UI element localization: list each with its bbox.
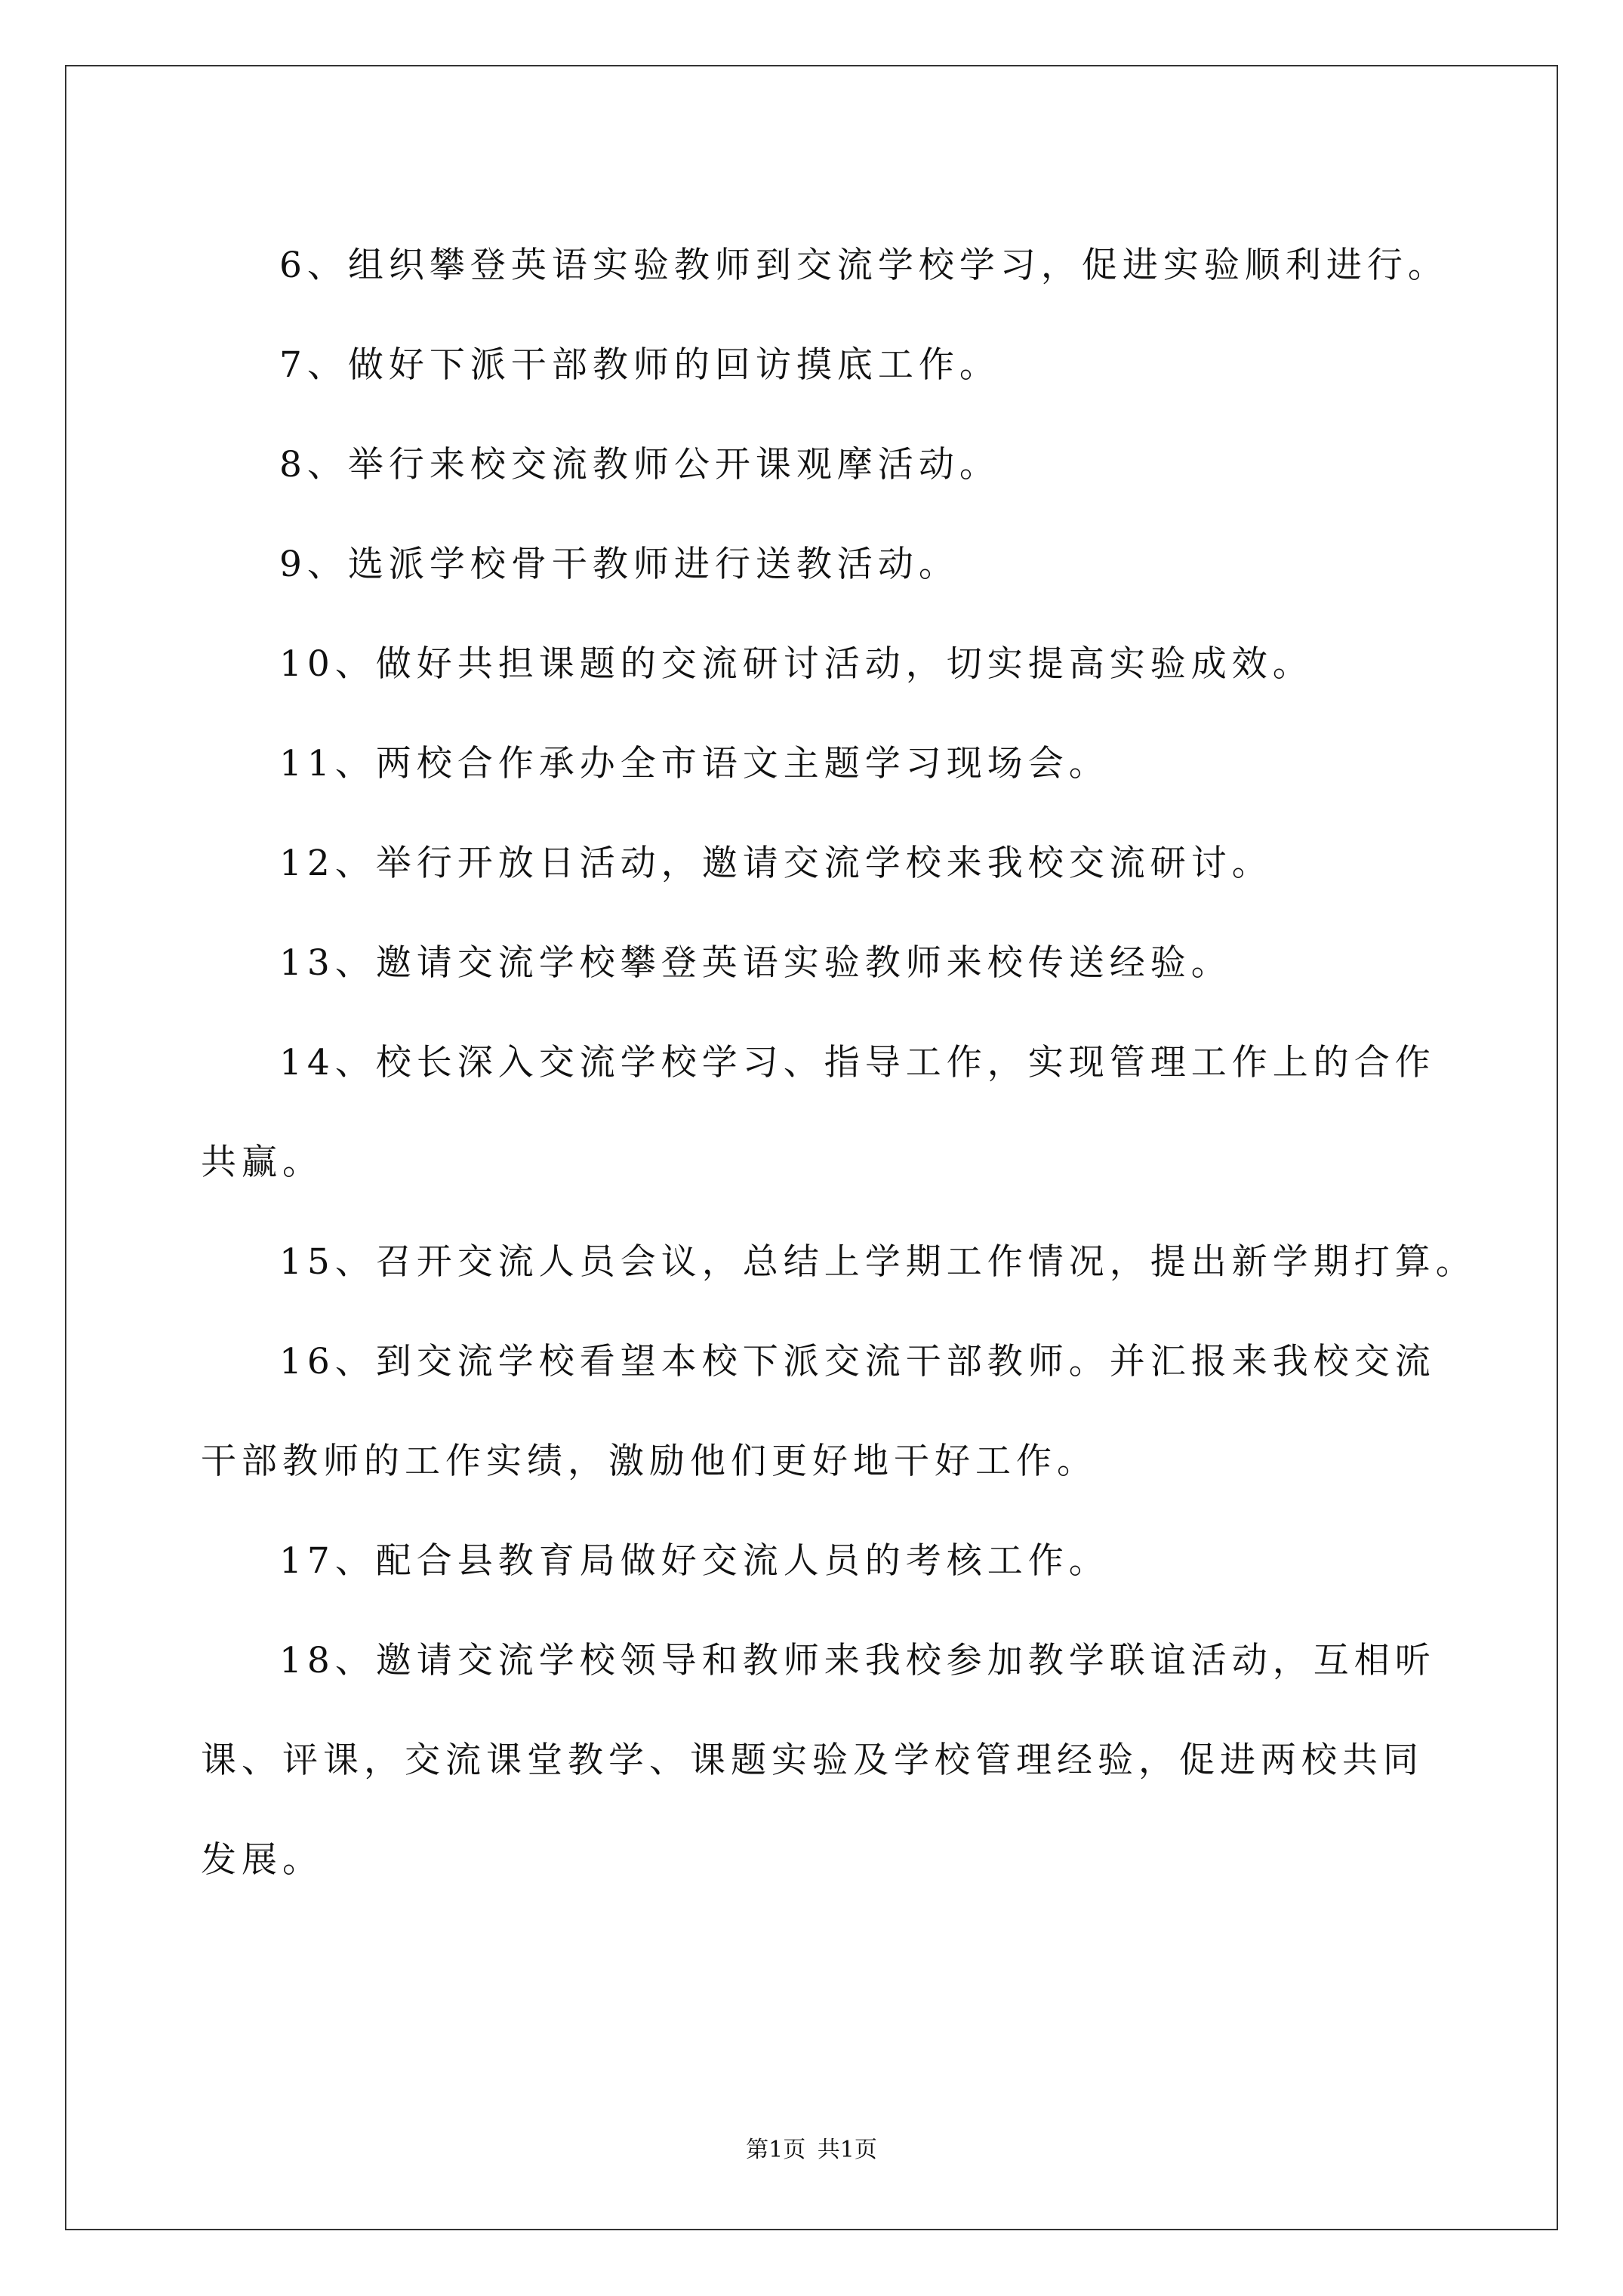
- paragraph-13: 13、邀请交流学校攀登英语实验教师来校传送经验。: [279, 942, 1232, 984]
- paragraph-15: 15、召开交流人员会议，总结上学期工作情况，提出新学期打算。: [279, 1241, 1477, 1283]
- paragraph-9: 9、选派学校骨干教师进行送教活动。: [279, 544, 959, 585]
- paragraph-18: 18、邀请交流学校领导和教师来我校参加教学联谊活动，互相听课、评课，交流课堂教学、课题实验及学校管理经验，促进两校共同发展。: [201, 1640, 1436, 1881]
- paragraph-16: 16、到交流学校看望本校下派交流干部教师。并汇报来我校交流干部教师的工作实绩，激励他们更好地干好工作。: [201, 1341, 1436, 1482]
- paragraph-6: 6、组织攀登英语实验教师到交流学校学习，促进实验顺利进行。: [279, 245, 1449, 286]
- paragraph-10: 10、做好共担课题的交流研讨活动，切实提高实验成效。: [279, 643, 1313, 685]
- document-body: [201, 216, 1477, 1910]
- paragraph-11: 11、两校合作承办全市语文主题学习现场会。: [279, 743, 1110, 784]
- paragraph-8: 8、举行来校交流教师公开课观摩活动。: [279, 444, 1000, 485]
- paragraph-14: 14、校长深入交流学校学习、指导工作，实现管理工作上的合作共赢。: [201, 1042, 1436, 1183]
- paragraph-12: 12、举行开放日活动，邀请交流学校来我校交流研讨。: [279, 843, 1273, 884]
- page-number-footer: 第1页 共1页: [746, 2137, 877, 2163]
- paragraph-17: 17、配合县教育局做好交流人员的考核工作。: [279, 1540, 1110, 1582]
- paragraph-7: 7、做好下派干部教师的回访摸底工作。: [279, 344, 1000, 386]
